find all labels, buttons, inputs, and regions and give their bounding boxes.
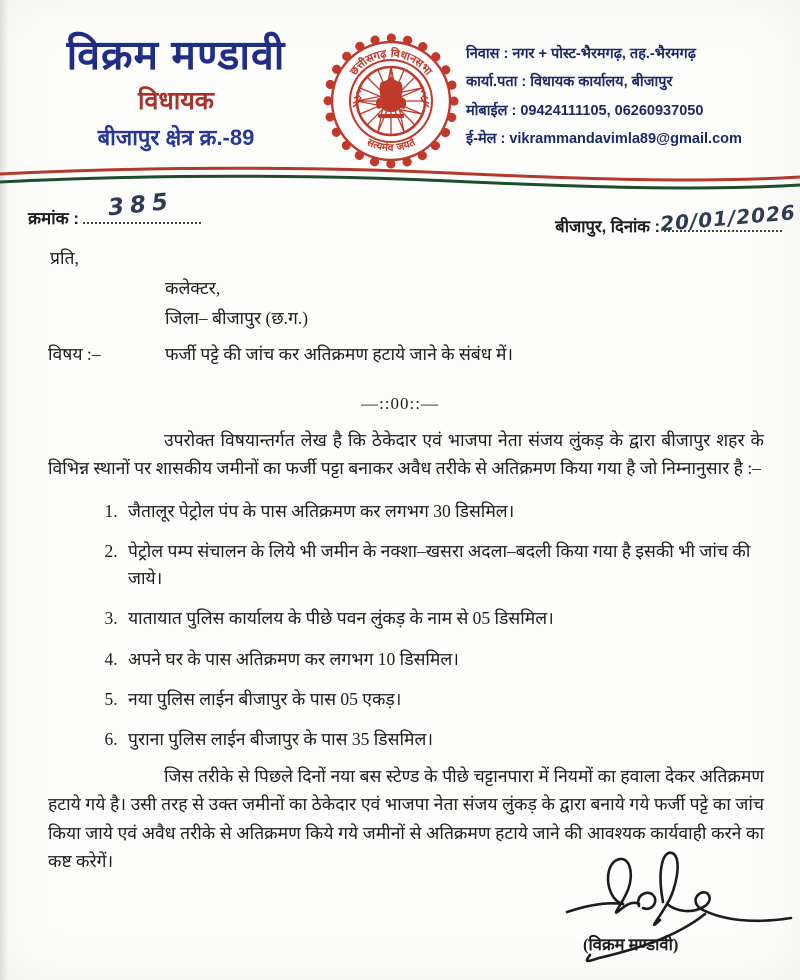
tricolor-separator [0, 162, 800, 196]
list-item: 3. यातायात पुलिस कार्यालय के पीछे पवन लुंकड़ के नाम से 05 डिसमिल। [122, 605, 762, 632]
list-item: 5. नया पुलिस लाईन बीजापुर के पास 05 एकड़। [122, 686, 762, 713]
serial-dotted-line [83, 222, 201, 224]
contact-email [466, 125, 792, 153]
serial-number-handwritten: 385 [106, 188, 176, 222]
serial-label: क्रमांक : [28, 209, 80, 228]
zero-separator: —::00::— [361, 394, 439, 413]
recipient-district: जिला– बीजापुर (छ.ग.) [165, 308, 309, 328]
residence-label: निवास : [466, 46, 509, 62]
recipient-salutation: प्रति, [50, 248, 79, 268]
mla-constituency: बीजापुर क्षेत्र क्र.-89 [97, 125, 255, 151]
email-label: ई-मेल : [466, 130, 506, 147]
place-date-row [555, 200, 797, 237]
body-paragraph-1: उपरोक्त विषयान्तर्गत लेख है कि ठेकेदार एवं भाजपा नेता संजय लुंकड़ के द्वारा बीजापुर शहर के विभिन्न स्थानों पर शासकीय जमीनों का फर्जी पट्टा बनाकर अवैध तरीके से अतिक्रमण किया गया है जो निम्नानुसार है :– [48, 430, 764, 479]
mla-name: विक्रम मण्डावी [66, 32, 286, 78]
mobile-label: मोबाईल : [466, 102, 517, 119]
list-item: 4. अपने घर के पास अतिक्रमण कर लगभग 10 डिसमिल। [122, 646, 762, 673]
recipient-title: कलेक्टर, [165, 278, 221, 298]
date-dotted-line [659, 200, 797, 236]
date-handwritten: 20/01/2026 [659, 200, 797, 236]
signer-name: (विक्रम मण्डावी) [583, 935, 679, 954]
seal-bottom-text: सत्यमेव जयते [364, 136, 418, 155]
signature-icon [555, 848, 800, 978]
seal-top-text: छत्तीसगढ़ विधानसभा [347, 46, 435, 78]
subject-label: विषय :– [48, 344, 101, 364]
list-item: 1. जैतालूर पेट्रोल पंप के पास अतिक्रमण कर लगभग 30 डिसमिल। [122, 498, 762, 525]
contact-residence [466, 40, 792, 68]
residence-value: नगर + पोस्ट-भैरमगढ़, तह.-भैरमगढ़ [512, 46, 696, 62]
contact-block [466, 40, 792, 153]
subject-text: फर्जी पट्टे की जांच कर अतिक्रमण हटाये जाने के संबंध में। [165, 344, 514, 364]
mla-designation: विधायक [138, 87, 214, 116]
chhattisgarh-vidhansabha-seal-icon [320, 30, 462, 172]
contact-office [466, 68, 792, 96]
letterhead-name-block [28, 34, 324, 152]
serial-row [28, 188, 201, 229]
place-date-label: बीजापुर, दिनांक : [555, 218, 660, 236]
email-value: vikrammandavimla89@gmail.com [509, 130, 742, 147]
encroachment-list [96, 498, 762, 766]
list-item: 2. पेट्रोल पम्प संचालन के लिये भी जमीन के नक्शा–खसरा अदला–बदली किया गया है इसकी भी जांच की जाये। [122, 538, 762, 592]
office-value: विधायक कार्यालय, बीजापुर [530, 74, 673, 91]
signature-block [555, 848, 800, 978]
contact-mobile [466, 97, 792, 125]
office-label: कार्या.पता : [466, 74, 527, 91]
mobile-value: 09424111105, 06260937050 [520, 102, 704, 119]
list-item: 6. पुराना पुलिस लाईन बीजापुर के पास 35 डिसमिल। [122, 726, 762, 753]
body-paragraph-2: जिस तरीके से पिछले दिनों नया बस स्टेण्ड के पीछे चट्टानपारा में नियमों का हवाला देकर अतिक्रमण हटाये गये है। उसी तरह से उक्त जमीनों का ठेकेदार एवं भाजपा नेता संजय लुंकड़ के द्वारा बनाये गये फर्जी पट्टे का जांच किया जाये एवं अवैध तरीके से अतिक्रमण किये गये जमीनों से अतिक्रमण हटाये जाने की आवश्यक कार्यवाही करने का कष्ट करेगें। [48, 766, 764, 872]
